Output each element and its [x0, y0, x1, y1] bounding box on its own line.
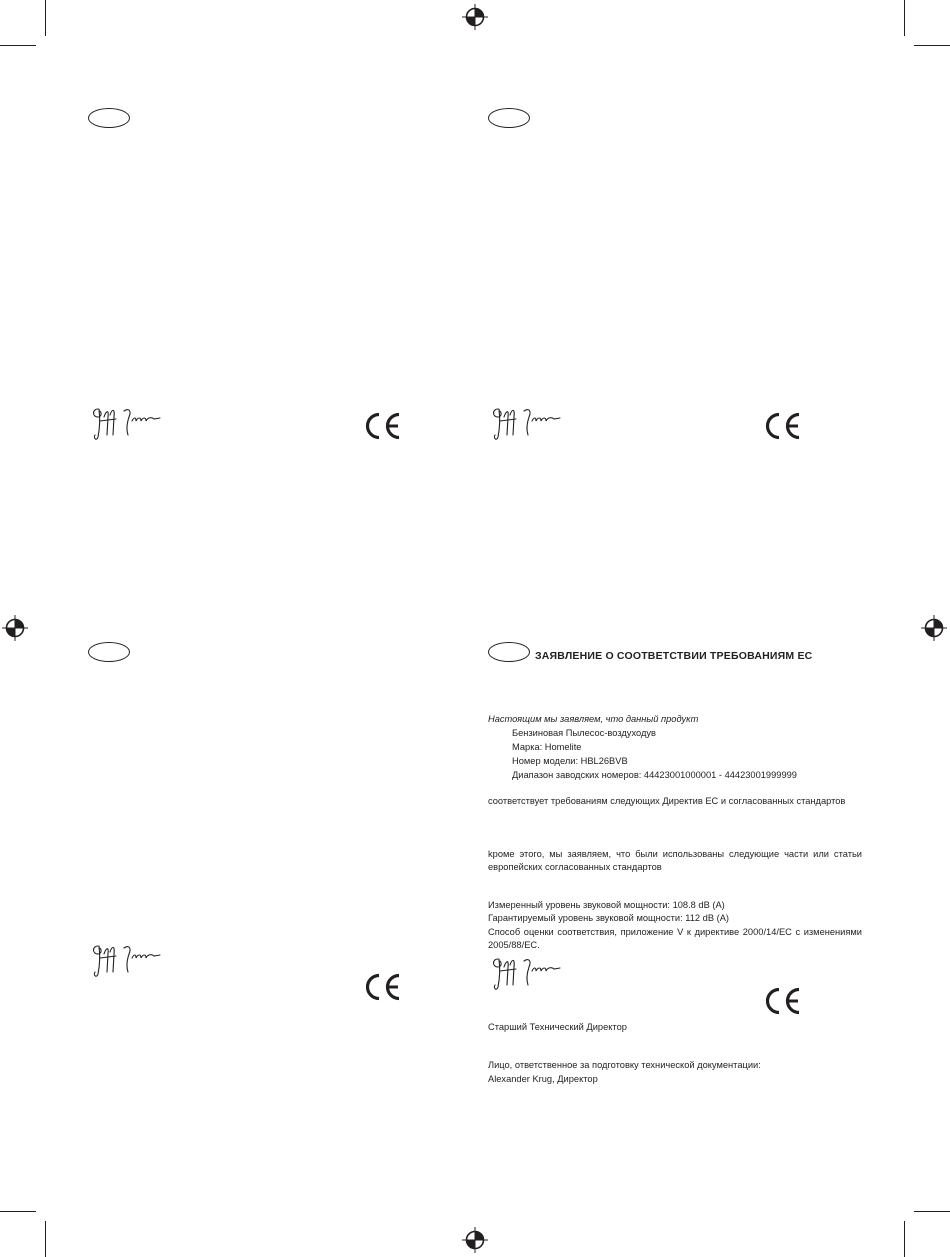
ce-mark-icon: [362, 973, 402, 1001]
signature-icon: [88, 405, 168, 441]
product-line: Марка: Homelite: [512, 742, 582, 752]
crop-mark-bottom-left-h: [0, 1211, 36, 1212]
sound-measured: Измеренный уровень звуковой мощности: 108.8 dB (A): [488, 900, 725, 910]
ce-mark-icon: [762, 412, 802, 440]
crop-mark-top-left-h: [0, 45, 36, 46]
parts-paragraph: kроме этого, мы заявляем, что были использованы следующие части или статьи европейских согласованных стандартов: [488, 849, 862, 873]
crop-mark-top-right-v: [904, 0, 905, 36]
registration-mark-icon: [2, 615, 28, 641]
crop-mark-top-right-h: [914, 45, 950, 46]
crop-mark-bottom-left-v: [45, 1221, 46, 1257]
registration-mark-icon: [462, 1227, 488, 1253]
assessment-paragraph: Способ оценки соответствия, приложение V к директиве 2000/14/EC с изменениями 2005/88/EC.: [488, 927, 862, 951]
language-badge: [488, 108, 530, 128]
signature-icon: [488, 405, 568, 441]
responsible-line: Лицо, ответственное за подготовку технической документации:: [488, 1060, 761, 1070]
signature-icon: [88, 942, 168, 978]
product-line: Номер модели: HBL26BVB: [512, 756, 628, 766]
language-badge: [88, 108, 130, 128]
language-badge: [88, 642, 130, 662]
signer-title: Старший Технический Директор: [488, 1022, 627, 1032]
crop-mark-top-left-v: [45, 0, 46, 36]
product-line: Диапазон заводских номеров: 44423001000001 - 44423001999999: [512, 770, 797, 780]
sound-guaranteed: Гарантируемый уровень звуковой мощности: 112 dB (A): [488, 913, 729, 923]
declaration-title: ЗАЯВЛЕНИЕ О СООТВЕТСТВИИ ТРЕБОВАНИЯМ ЕС: [535, 650, 813, 662]
product-line: Бензиновая Пылесос-воздуходув: [512, 728, 656, 738]
declaration-intro: Настоящим мы заявляем, что данный продукт: [488, 714, 699, 724]
crop-mark-bottom-right-h: [914, 1211, 950, 1212]
ce-mark-icon: [762, 987, 802, 1015]
ce-mark-icon: [362, 412, 402, 440]
crop-mark-bottom-right-v: [904, 1221, 905, 1257]
registration-mark-icon: [462, 4, 488, 30]
registration-mark-icon: [921, 615, 947, 641]
language-badge: [488, 642, 530, 662]
signature-icon: [488, 955, 568, 991]
directives-paragraph: соответствует требованиям следующих Директив ЕС и согласованных стандартов: [488, 796, 846, 806]
responsible-name: Alexander Krug, Директор: [488, 1074, 598, 1084]
